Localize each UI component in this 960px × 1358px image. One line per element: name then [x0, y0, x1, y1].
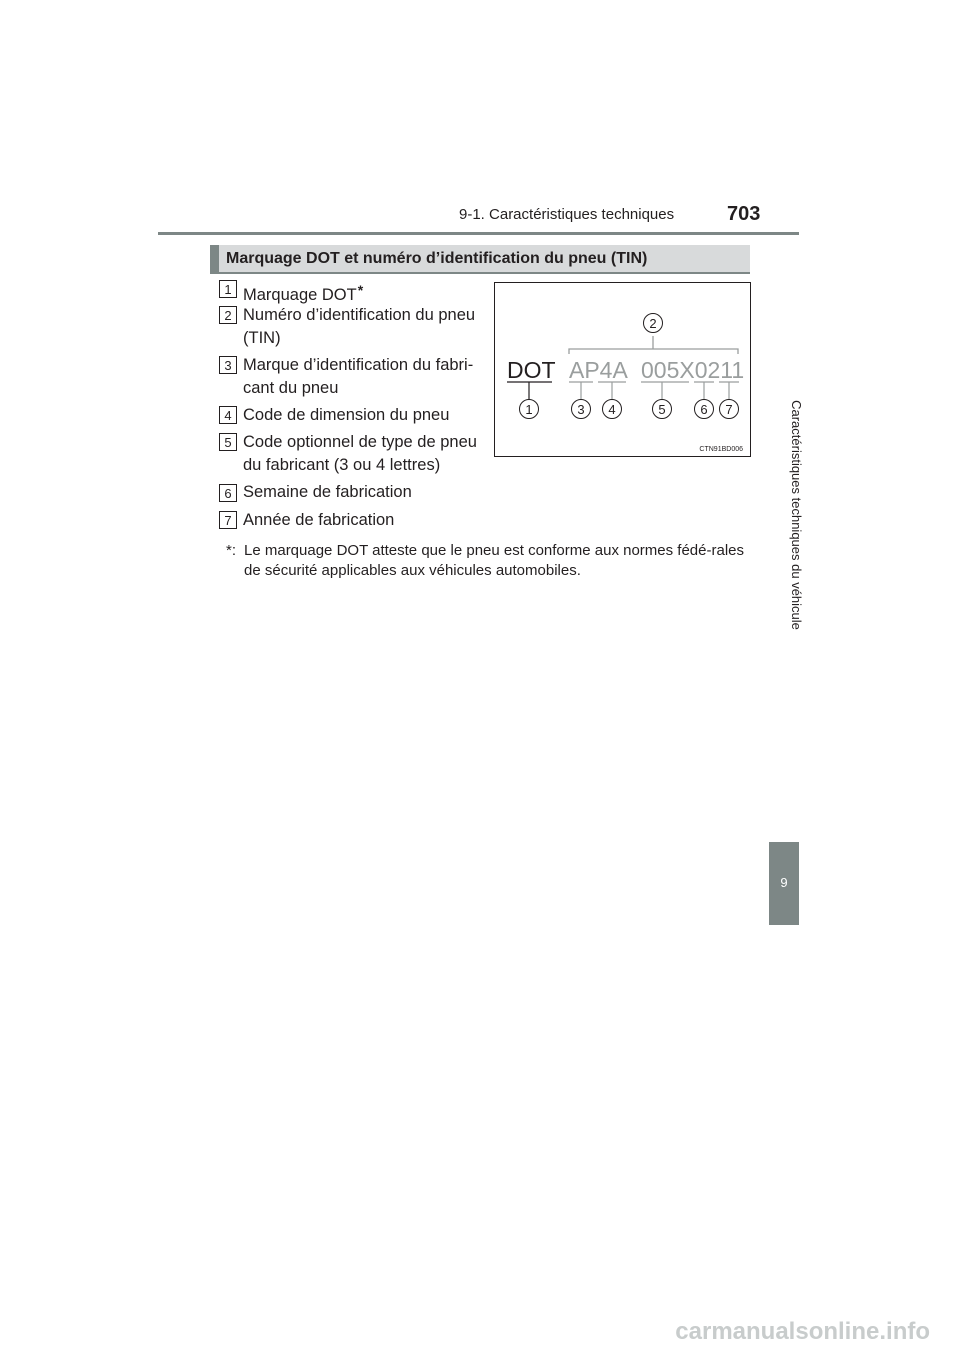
asterisk-mark: *	[357, 282, 364, 298]
number-5-icon	[219, 433, 237, 451]
list-item-2	[243, 304, 475, 349]
tin-bracket	[569, 336, 738, 354]
svg-text:2: 2	[649, 316, 657, 331]
chapter-side-label-text: Caractéristiques techniques du véhicule	[789, 400, 804, 630]
svg-text:7: 7	[725, 402, 733, 417]
section-title: Marquage DOT et numéro d’identification du pneu (TIN)	[226, 250, 648, 267]
dot-text: DOT	[507, 357, 556, 383]
section-header: 9-1. Caractéristiques techniques	[459, 206, 675, 223]
svg-text:5: 5	[224, 435, 232, 450]
svg-text:1: 1	[224, 282, 232, 297]
code-part2-text: 005X0211	[641, 357, 745, 383]
svg-text:4: 4	[608, 402, 616, 417]
number-4-icon	[219, 406, 237, 424]
svg-text:3: 3	[577, 402, 585, 417]
header-rule	[158, 232, 799, 235]
section-title-accent	[210, 245, 219, 274]
footnote-text: Le marquage DOT atteste que le pneu est conforme aux normes fédé-rales de sécurité applicables aux véhicules automobiles.	[244, 542, 745, 579]
list-item-3	[243, 354, 473, 399]
svg-text:4: 4	[224, 408, 232, 423]
chapter-side-label	[766, 245, 806, 845]
list-item-4-line-1: Code de dimension du pneu	[243, 406, 450, 424]
figure-code: CTN91BD006	[699, 446, 743, 453]
list-item-4	[243, 404, 449, 427]
code-part1-text: AP4A	[569, 357, 628, 383]
tire-code-figure	[494, 282, 751, 457]
list-item-2-line-2: (TIN)	[243, 328, 281, 347]
callout-leaders	[507, 382, 739, 401]
callout-6	[695, 400, 714, 419]
list-item-3-line-1: Marque d’identification du fabri-	[243, 356, 474, 374]
svg-text:6: 6	[224, 486, 232, 501]
number-6-icon	[219, 484, 237, 502]
number-1-icon	[219, 280, 237, 298]
list-item-7	[243, 509, 394, 532]
callout-5	[653, 400, 672, 419]
svg-text:6: 6	[700, 402, 708, 417]
list-item-3-line-2: cant du pneu	[243, 378, 339, 397]
list-item-2-line-1: Numéro d’identification du pneu	[243, 306, 476, 324]
callout-4	[603, 400, 622, 419]
callout-1	[520, 400, 539, 419]
watermark: carmanualsonline.info	[675, 1318, 930, 1345]
number-7-icon	[219, 511, 237, 529]
svg-text:5: 5	[658, 402, 666, 417]
callout-2	[644, 314, 663, 333]
list-item-1-text: Marquage DOT	[243, 286, 357, 304]
list-item-7-line-1: Année de fabrication	[243, 511, 395, 529]
list-item-6	[243, 481, 412, 504]
number-3-icon	[219, 356, 237, 374]
list-item-1	[243, 279, 363, 307]
list-item-6-line-1: Semaine de fabrication	[243, 483, 412, 501]
svg-text:1: 1	[525, 402, 533, 417]
chapter-tab-number: 9	[780, 875, 788, 890]
list-item-5	[243, 431, 477, 476]
footnote-marker: *:	[226, 542, 237, 559]
callout-7	[720, 400, 739, 419]
number-2-icon	[219, 306, 237, 324]
list-item-5-line-2: du fabricant (3 ou 4 lettres)	[243, 455, 441, 474]
list-item-5-line-1: Code optionnel de type de pneu	[243, 433, 477, 451]
svg-text:2: 2	[224, 308, 232, 323]
svg-text:3: 3	[224, 358, 232, 373]
svg-text:7: 7	[224, 513, 232, 528]
callout-3	[572, 400, 591, 419]
page-number: 703	[727, 203, 761, 225]
